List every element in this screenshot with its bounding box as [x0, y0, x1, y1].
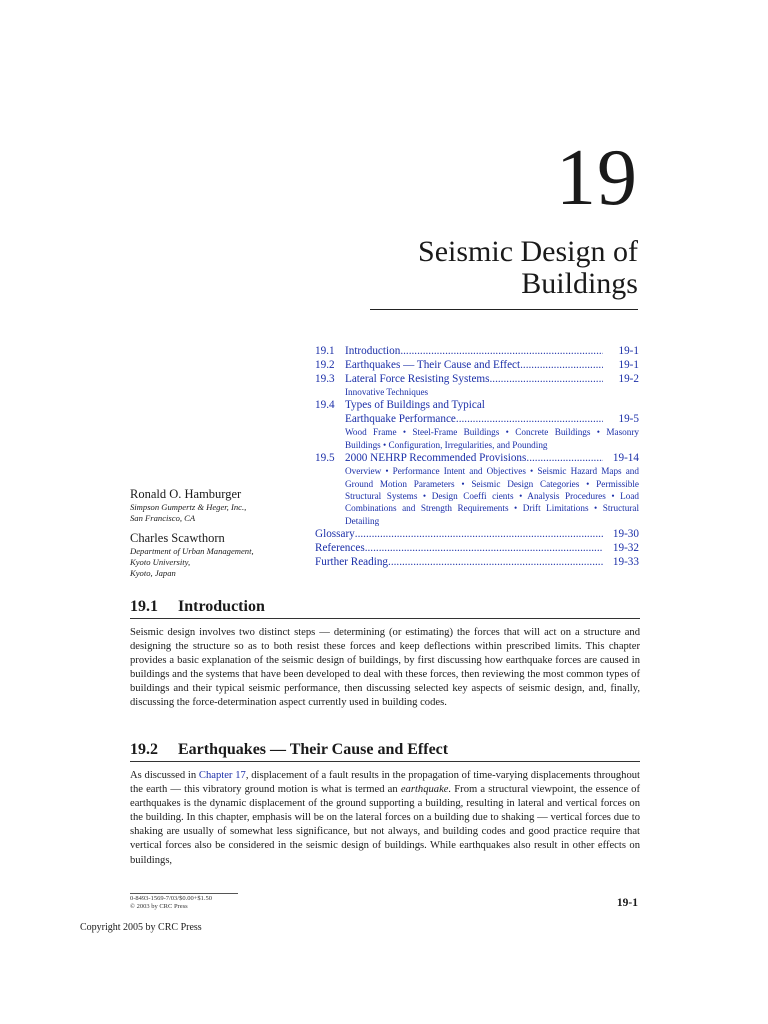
author-affiliation: Kyoto University,: [130, 557, 191, 567]
footer-isbn-block: [130, 895, 212, 910]
toc-entry-page: 19-32: [612, 542, 639, 555]
section-heading-19-1: [130, 597, 640, 619]
toc-glossary[interactable]: [315, 527, 639, 541]
toc-entry-label: Introduction: [345, 345, 401, 357]
toc-leader-dots: [365, 541, 603, 555]
toc-entry-number: 19.2: [315, 359, 335, 371]
author-name: Ronald O. Hamburger: [130, 487, 242, 501]
toc-entry-label: Further Reading: [315, 556, 389, 569]
toc-entry-number: 19.5: [315, 452, 335, 465]
author-affiliation: Simpson Gumpertz & Heger, Inc.,: [130, 502, 247, 512]
body-emphasis: earthquake.: [400, 784, 452, 796]
chapter-title: [418, 236, 638, 300]
toc-entry-number: 19.3: [315, 373, 335, 385]
toc-entry-19-4-cont[interactable]: [345, 412, 639, 426]
author-affiliation: San Francisco, CA: [130, 513, 196, 523]
section-body-19-1: Seismic design involves two distinct steps — determining (or estimating) the forces that will act on a structure and designing the structure so as to both resist these forces and keep deflections within prescribed limits. This chapter provides a basic explanation of the seismic design of buildings, by first discussing how earthquake forces are caused in buildings and the systems that have been developed to deal with these forces, then reviewing the most common types of buildings and their typical seismic performance, then discussing selected key aspects of seismic design, and, finally, discussing the force-determination aspect currently used in building codes.: [130, 627, 640, 709]
body-text-run: , displacement of a fault results in the propagation of time-varying displacements throughout the earth — this vibratory ground motion is what is termed an: [130, 770, 640, 796]
footer-press: © 2003 by CRC Press: [130, 902, 188, 910]
toc-leader-dots: [520, 358, 603, 372]
toc-subtopics[interactable]: Overview • Performance Intent and Objectives • Seismic Hazard Maps and Ground Motion Parameters • Seismic Design Categories • Permissible Structural Systems • Design Coeffi cients • Analysis Procedures • Load Combinations and Strength Requirements • Drift Limitations • Structural Detailing: [345, 466, 639, 526]
toc-entry-label: Earthquake Performance: [345, 413, 456, 426]
toc-entry-page: 19-14: [612, 452, 639, 465]
toc-subtopics[interactable]: Wood Frame • Steel-Frame Buildings • Concrete Buildings • Masonry Buildings • Configuration, Irregularities, and Pounding: [345, 427, 639, 450]
toc-entry-page: 19-2: [618, 373, 639, 385]
toc-entry-19-5[interactable]: [315, 451, 639, 465]
page-number: 19-1: [616, 897, 638, 909]
toc-entry-label-line1: Types of Buildings and Typical: [345, 399, 485, 412]
toc-entry-page: 19-33: [612, 556, 639, 569]
section-number: 19.2: [130, 741, 158, 758]
author-affiliation: Kyoto, Japan: [130, 568, 176, 578]
toc-leader-dots: [355, 527, 603, 541]
toc-leader-dots: [388, 555, 603, 569]
toc-entry-label: Glossary: [315, 528, 355, 541]
section-title: Introduction: [178, 598, 265, 615]
toc-leader-dots: [489, 372, 603, 386]
section-body-19-2: [130, 769, 640, 868]
body-text-run: From a structural viewpoint, the essence of earthquakes is the dynamic displacement of the ground supporting a building, resulting in lateral and vertical forces on the building. In this chapter, emphasis will be on the lateral forces on a building due to shaking — vertical forces due to shaking are usually of somewhat less significance, but not always, and building codes and good practice require that vertical forces also be considered in the seismic design of buildings. While earthquakes also result in other effects on buildings,: [130, 784, 640, 866]
chapter-number: 19: [556, 134, 638, 222]
toc-entry-number: 19.1: [315, 345, 335, 357]
toc-entry-label: Lateral Force Resisting Systems: [345, 373, 490, 385]
toc-leader-dots: [400, 344, 603, 358]
toc-entry-label: Earthquakes — Their Cause and Effect: [345, 359, 521, 371]
section-number: 19.1: [130, 598, 158, 615]
toc-entry-19-2[interactable]: [315, 358, 639, 372]
toc-entry-label: 2000 NEHRP Recommended Provisions: [345, 452, 527, 465]
toc-entry-19-3[interactable]: [315, 372, 639, 386]
author-block-2: [130, 531, 300, 579]
chapter-17-link[interactable]: Chapter 17: [198, 770, 246, 781]
chapter-title-line1: Seismic Design of: [418, 235, 638, 268]
section-title: Earthquakes — Their Cause and Effect: [178, 741, 449, 758]
author-name: Charles Scawthorn: [130, 531, 225, 545]
author-block-1: [130, 487, 300, 524]
toc-entry-number: 19.4: [315, 399, 335, 412]
footer-isbn: 0-8493-1569-7/03/$0.00+$1.50: [130, 895, 213, 902]
toc-subtopics[interactable]: Innovative Techniques: [345, 387, 429, 397]
toc-references[interactable]: [315, 541, 639, 555]
toc-entry-19-4[interactable]: [315, 398, 639, 412]
body-text-run: As discussed in: [130, 770, 199, 781]
chapter-title-line2: Buildings: [521, 267, 638, 300]
footer-divider: [130, 893, 238, 894]
toc-entry-page: 19-30: [612, 528, 639, 541]
title-divider: [370, 309, 638, 310]
toc-entry-page: 19-1: [618, 359, 639, 371]
table-of-contents: [315, 344, 639, 569]
toc-leader-dots: [526, 451, 603, 465]
toc-entry-page: 19-5: [618, 413, 639, 426]
copyright-notice: Copyright 2005 by CRC Press: [80, 922, 202, 933]
section-heading-19-2: [130, 740, 640, 762]
toc-leader-dots: [456, 412, 603, 426]
author-affiliation: Department of Urban Management,: [130, 546, 254, 556]
toc-further-reading[interactable]: [315, 555, 639, 569]
toc-entry-19-1[interactable]: [315, 344, 639, 358]
toc-entry-label: References: [315, 542, 365, 555]
toc-entry-page: 19-1: [618, 345, 639, 357]
